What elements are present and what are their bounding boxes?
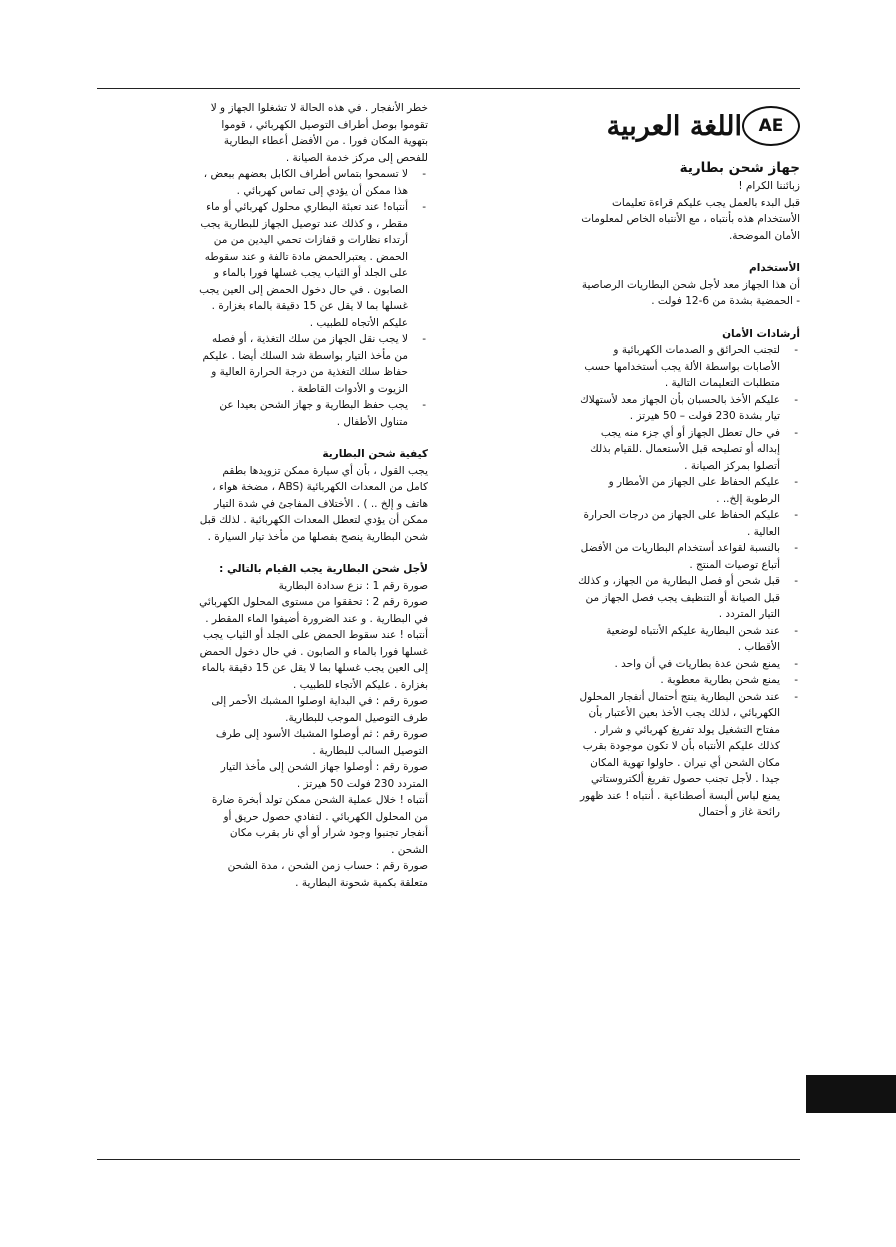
charging-step: صورة رقم : حساب زمن الشحن ، مدة الشحن متعلقة بكمية شحونة البطارية .: [227, 860, 428, 889]
safety-item: - يمنع شحن بطارية معطوبة .: [578, 672, 800, 689]
document-subtitle: جهاز شحن بطارية: [679, 160, 800, 176]
page-title: اللغة العربية: [606, 110, 742, 142]
left-column: [198, 100, 428, 891]
safety-item: - عليكم الأخذ بالحسبان بأن الجهاز معد لأستهلاك تيار بشدة 230 فولت – 50 هيرتز .: [578, 392, 800, 425]
language-code-badge: AE: [742, 106, 800, 146]
safety-item: - يمنع شحن عدة بطاريات في أن واحد .: [578, 656, 800, 673]
bottom-rule: [97, 1159, 800, 1160]
safety-item: - بالنسبة لقواعد أستخدام البطاريات من الأفضل أتباع توصيات المنتج .: [578, 540, 800, 573]
charging-step: صورة رقم : أوصلوا جهاز الشحن إلى مأخذ التيار المتردد 230 فولت 50 هيرتز .: [220, 761, 428, 790]
charging-step: أنتباه ! عند سقوط الحمض على الجلد أو الثياب يجب غسلها فورا بالماء و الصابون . في حال دخول الحمض إلى العين يجب غسلها بما لا يقل عن 15 دقيقة بالماء بغزارة . عليكم الأتجاء للطبيب .: [199, 629, 428, 691]
charging-step: صورة رقم : ثم أوصلوا المشبك الأسود إلى طرف التوصيل السالب للبطارية .: [215, 728, 428, 757]
intro-paragraph: قبل البدء بالعمل يجب عليكم قراءة تعليمات الأستخدام هذه بأنتباه ، مع الأنتباه الخاص لمعلومات الأمان الموضحة.: [581, 196, 800, 242]
continuation-paragraph: خطر الأنفجار . في هذه الحالة لا تشغلوا الجهاز و لا تقوموا بوصل أطراف التوصيل الكهربائي ، قوموا بتهوية المكان فورا . من الأفضل أعطاء البطارية للفحص إلى مركز خدمة الصيانة .: [210, 102, 428, 164]
title-row: [578, 100, 800, 152]
charging-step: صورة رقم 1 : نزع سدادة البطارية: [278, 579, 428, 592]
usage-paragraph: أن هذا الجهاز معد لأجل شحن البطاريات الرصاصية - الحمضية بشدة من 6-12 فولت .: [581, 278, 800, 307]
safety-item: - عند شحن البطارية ينتج أحتمال أنفجار المحلول الكهربائي ، لذلك يجب الأخذ بعين الأعتبار بأن مفتاح التشغيل يولد تفريغ كهربائي و شرار . كذلك عليكم الأنتباه بأن لا تكون موجودة بقرب مكان الشحن أي نيران . حاولوا تهوية المكان جيدا . لأجل تجنب حصول تفريغ ألكتروستاتي يمنع لباس ألبسة أصطناعية . أنتباه ! عند ظهور رائحة غاز و أحتمال: [578, 689, 800, 821]
charging-step: صورة رقم 2 : تحققوا من مستوى المحلول الكهربائي في البطارية . و عند الضرورة أضيفوا الماء المقطر .: [199, 596, 428, 625]
warning-item: - أنتباه! عند تعبئة البطاري محلول كهربائي أو ماء مقطر ، و كذلك عند توصيل الجهاز للبطارية يجب أرتداء نظارات و قفازات تحمي اليدين من من الحمض . يعتبرالحمض مادة تالفة و عند سقوطه على الجلد أو الثياب يجب غسلها فورا بالماء و الصابون . في حال دخول الحمض إلى العين يجب غسلها بما لا يقل عن 15 دقيقة بالماء بغزارة . عليكم الأتجاه للطبيب .: [198, 199, 428, 331]
safety-item: - في حال تعطل الجهاز أو أي جزء منه يجب إبداله أو تصليحه قبل الأستعمال .للقيام بذلك أتصلوا بمركز الصيانة .: [578, 425, 800, 475]
charging-step: أنتباه ! خلال عملية الشحن ممكن تولد أبخرة ضارة من المحلول الكهربائي . لتفادي حصول حريق أو أنفجار تجنبوا وجود شرار أو أي نار بقرب مكان الشحن .: [211, 794, 428, 856]
right-column: [578, 100, 800, 821]
how-to-charge-paragraph: يجب القول ، بأن أي سيارة ممكن تزويدها بطقم كامل من المعدات الكهربائية (ABS ، مضخة هواء ، هاتف و إلخ .. ) . الأختلاف المفاجئ في شدة التيار ممكن أن يؤدي لتعطل المعدات الكهربائية . لذلك قبل شحن البطارية ينصح بفصلها من مأخذ تيار السيارة .: [199, 464, 428, 543]
warning-item: - لا يجب نقل الجهاز من سلك التغذية ، أو فصله من مأخذ التيار بواسطة شد السلك أيضا . عليكم حفاظ سلك التغذية من درجة الحرارة العالية و الزيوت و الأدوات القاطعة .: [198, 331, 428, 397]
safety-item: - عليكم الحفاظ على الجهاز من درجات الحرارة العالية .: [578, 507, 800, 540]
page-edge-tab: [806, 1075, 896, 1113]
safety-heading: أرشادات الأمان: [722, 327, 800, 340]
warning-item: - لا تسمحوا بتماس أطراف الكابل بعضهم ببعض ، هذا ممكن أن يؤدي إلى تماس كهربائي .: [198, 166, 428, 199]
warnings-list: [198, 166, 428, 430]
safety-item: - لتجنب الحرائق و الصدمات الكهربائية و الأصابات بواسطة الألة يجب أستخدامها حسب متطلبات التعليمات التالية .: [578, 342, 800, 392]
safety-list: [578, 342, 800, 821]
greeting: زبائننا الكرام !: [738, 180, 800, 192]
safety-item: - قبل شحن أو فصل البطارية من الجهاز، و كذلك قبل الصيانة أو التنظيف يجب فصل الجهاز من التيار المتردد .: [578, 573, 800, 623]
how-to-charge-heading: كيفية شحن البطارية: [322, 448, 428, 460]
warning-item: - يجب حفظ البطارية و جهاز الشحن بعيدا عن متناول الأطفال .: [198, 397, 428, 430]
safety-item: - عليكم الحفاظ على الجهاز من الأمطار و الرطوبة إلخ.. .: [578, 474, 800, 507]
charging-steps-heading: لأجل شحن البطارية يجب القيام بالتالي :: [219, 563, 428, 575]
usage-heading: الأستخدام: [749, 262, 800, 274]
charging-step: صورة رقم : في البداية اوصلوا المشبك الأحمر إلى طرف التوصيل الموجب للبطارية.: [211, 695, 428, 724]
safety-item: - عند شحن البطارية عليكم الأنتباه لوضعية الأقطاب .: [578, 623, 800, 656]
top-rule: [97, 88, 800, 89]
